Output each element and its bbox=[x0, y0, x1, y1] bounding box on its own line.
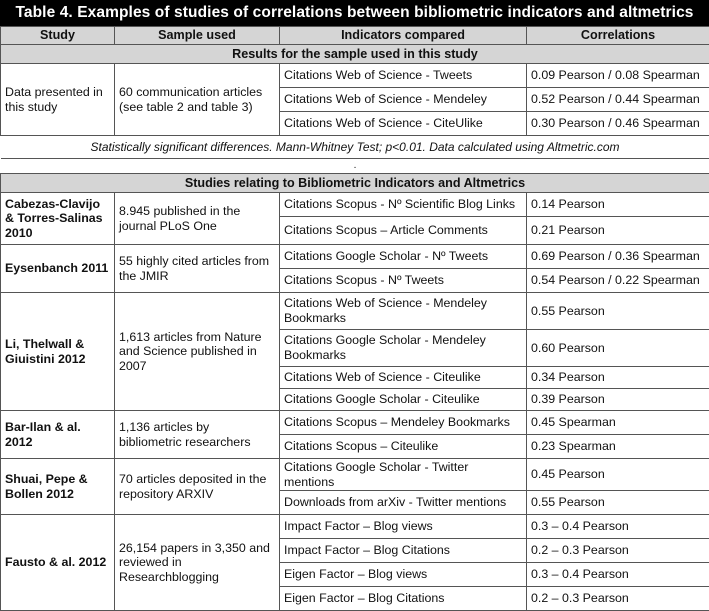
sample-cell: 60 communication articles (see table 2 and table 3) bbox=[115, 64, 280, 136]
indicator-cell: Citations Google Scholar - Nº Tweets bbox=[280, 245, 527, 269]
indicator-cell: Citations Scopus - Nº Scientific Blog Links bbox=[280, 193, 527, 217]
indicator-cell: Citations Scopus – Citeulike bbox=[280, 435, 527, 459]
indicator-cell: Citations Google Scholar - Twitter mentions bbox=[280, 459, 527, 491]
correlation-cell: 0.55 Pearson bbox=[527, 491, 709, 515]
correlation-cell: 0.52 Pearson / 0.44 Spearman bbox=[527, 88, 709, 112]
indicator-cell: Eigen Factor – Blog Citations bbox=[280, 587, 527, 611]
indicator-cell: Downloads from arXiv - Twitter mentions bbox=[280, 491, 527, 515]
correlation-cell: 0.34 Pearson bbox=[527, 367, 709, 389]
indicator-cell: Citations Scopus - Nº Tweets bbox=[280, 269, 527, 293]
correlation-cell: 0.09 Pearson / 0.08 Spearman bbox=[527, 64, 709, 88]
indicator-cell: Citations Web of Science - Mendeley Bookmarks bbox=[280, 293, 527, 330]
table-title: Table 4. Examples of studies of correlations between bibliometric indicators and altmetrics bbox=[0, 0, 709, 26]
sample-cell: 70 articles deposited in the repository ARXIV bbox=[115, 459, 280, 515]
indicator-cell: Citations Google Scholar - Citeulike bbox=[280, 389, 527, 411]
correlation-cell: 0.30 Pearson / 0.46 Spearman bbox=[527, 112, 709, 136]
header-indicators: Indicators compared bbox=[280, 27, 527, 45]
indicator-cell: Citations Web of Science - Mendeley bbox=[280, 88, 527, 112]
section-title: Results for the sample used in this study bbox=[1, 45, 709, 64]
correlation-cell: 0.60 Pearson bbox=[527, 330, 709, 367]
sample-cell: 26,154 papers in 3,350 and reviewed in Researchblogging bbox=[115, 515, 280, 611]
header-row bbox=[1, 27, 709, 45]
correlation-cell: 0.39 Pearson bbox=[527, 389, 709, 411]
study-cell: Bar-Ilan & al. 2012 bbox=[1, 411, 115, 459]
sample-cell: 8.945 published in the journal PLoS One bbox=[115, 193, 280, 245]
separator-row bbox=[1, 159, 709, 174]
sample-cell: 55 highly cited articles from the JMIR bbox=[115, 245, 280, 293]
correlation-cell: 0.14 Pearson bbox=[527, 193, 709, 217]
study-cell: Data presented in this study bbox=[1, 64, 115, 136]
correlation-cell: 0.45 Pearson bbox=[527, 459, 709, 491]
header-sample: Sample used bbox=[115, 27, 280, 45]
indicator-cell: Eigen Factor – Blog views bbox=[280, 563, 527, 587]
correlation-cell: 0.3 – 0.4 Pearson bbox=[527, 515, 709, 539]
correlation-cell: 0.3 – 0.4 Pearson bbox=[527, 563, 709, 587]
separator-mark: . bbox=[1, 159, 709, 174]
table-row bbox=[1, 411, 709, 435]
correlation-cell: 0.2 – 0.3 Pearson bbox=[527, 539, 709, 563]
correlation-cell: 0.45 Spearman bbox=[527, 411, 709, 435]
indicator-cell: Impact Factor – Blog Citations bbox=[280, 539, 527, 563]
indicator-cell: Citations Google Scholar - Mendeley Bookmarks bbox=[280, 330, 527, 367]
table-row bbox=[1, 293, 709, 330]
table-row bbox=[1, 515, 709, 539]
correlations-table bbox=[0, 26, 709, 611]
study-cell: Fausto & al. 2012 bbox=[1, 515, 115, 611]
study-cell: Li, Thelwall & Giuistini 2012 bbox=[1, 293, 115, 411]
header-study: Study bbox=[1, 27, 115, 45]
section-header-row bbox=[1, 45, 709, 64]
sample-cell: 1,136 articles by bibliometric researchers bbox=[115, 411, 280, 459]
correlation-cell: 0.54 Pearson / 0.22 Spearman bbox=[527, 269, 709, 293]
section-title: Studies relating to Bibliometric Indicators and Altmetrics bbox=[1, 174, 709, 193]
indicator-cell: Impact Factor – Blog views bbox=[280, 515, 527, 539]
correlation-cell: 0.23 Spearman bbox=[527, 435, 709, 459]
indicator-cell: Citations Web of Science - Tweets bbox=[280, 64, 527, 88]
header-correlations: Correlations bbox=[527, 27, 709, 45]
correlation-cell: 0.21 Pearson bbox=[527, 217, 709, 245]
correlation-cell: 0.55 Pearson bbox=[527, 293, 709, 330]
indicator-cell: Citations Web of Science - CiteUlike bbox=[280, 112, 527, 136]
footnote: Statistically significant differences. Mann-Whitney Test; p<0.01. Data calculated using Altmetric.com bbox=[1, 136, 709, 159]
indicator-cell: Citations Web of Science - Citeulike bbox=[280, 367, 527, 389]
study-cell: Shuai, Pepe & Bollen 2012 bbox=[1, 459, 115, 515]
note-row bbox=[1, 136, 709, 159]
sample-cell: 1,613 articles from Nature and Science published in 2007 bbox=[115, 293, 280, 411]
table-row bbox=[1, 193, 709, 217]
study-cell: Eysenbanch 2011 bbox=[1, 245, 115, 293]
indicator-cell: Citations Scopus – Mendeley Bookmarks bbox=[280, 411, 527, 435]
table-row bbox=[1, 459, 709, 491]
indicator-cell: Citations Scopus – Article Comments bbox=[280, 217, 527, 245]
table-row bbox=[1, 64, 709, 88]
correlation-cell: 0.69 Pearson / 0.36 Spearman bbox=[527, 245, 709, 269]
section-header-row bbox=[1, 174, 709, 193]
study-cell: Cabezas-Clavijo & Torres-Salinas 2010 bbox=[1, 193, 115, 245]
table-row bbox=[1, 245, 709, 269]
correlation-cell: 0.2 – 0.3 Pearson bbox=[527, 587, 709, 611]
